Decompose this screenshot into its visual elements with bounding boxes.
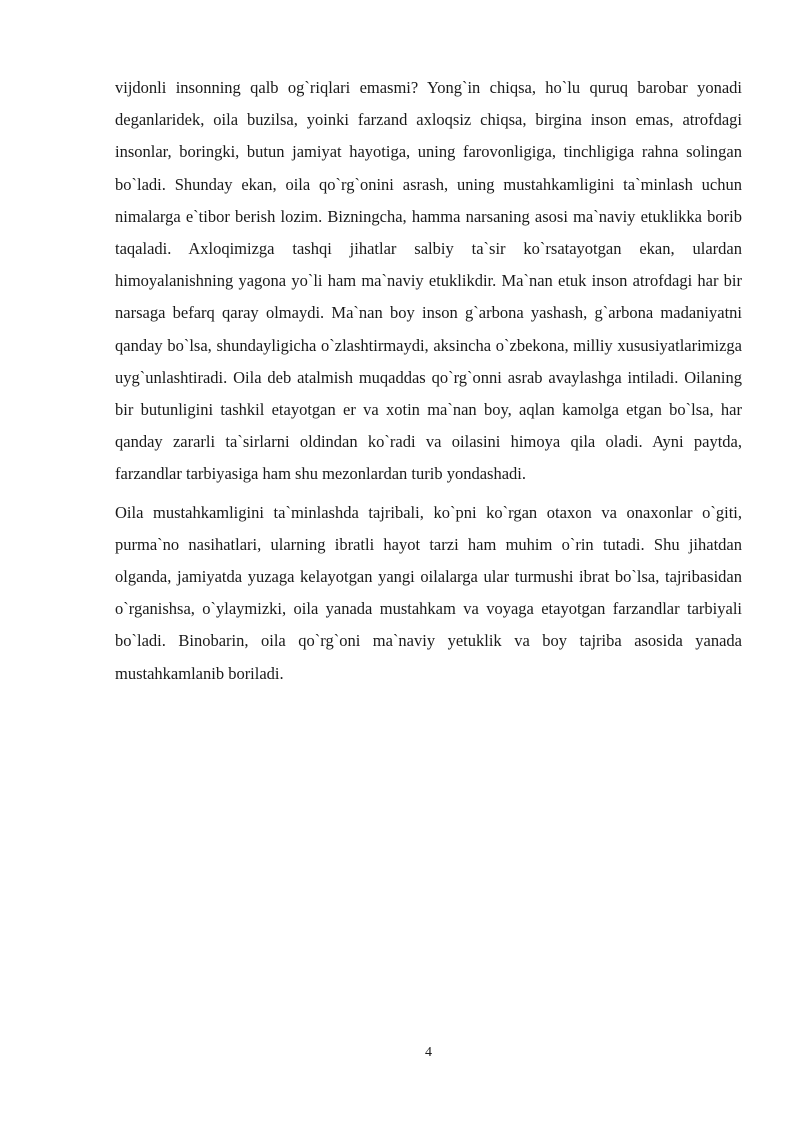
paragraph-2: Oila mustahkamligini ta`minlashda tajribali, ko`pni ko`rgan otaxon va onaxonlar o`giti, purma`no nasihatlari, ularning ibratli hayot tarzi ham muhim o`rin tutadi. Shu jihatdan olganda, jamiyatda yuzaga kelayotgan yangi oilalarga ular turmushi ibrat bo`lsa, tajribasidan o`rganishsa, o`ylaymizki, oila yanada mustahkam va voyaga etayotgan farzandlar tarbiyali bo`ladi. Binobarin, oila qo`rg`oni ma`naviy yetuklik va boy tajriba asosida yanada mustahkamlanib boriladi.: [115, 502, 742, 683]
page-number: 4: [425, 1045, 432, 1060]
body-text: [115, 72, 742, 690]
paragraph-1: vijdonli insonning qalb og`riqlari emasmi? Yong`in chiqsa, ho`lu quruq barobar yonadi deganlaridek, oila buzilsa, yoinki farzand axloqsiz chiqsa, birgina inson emas, atrofdagi insonlar, boringki, butun jamiyat hayotiga, uning farovonligiga, tinchligiga rahna solingan bo`ladi. Shunday ekan, oila qo`rg`onini asrash, uning mustahkamligini ta`minlash uchun nimalarga e`tibor berish lozim. Bizningcha, hamma narsaning asosi ma`naviy etuklikka borib taqaladi. Axloqimizga tashqi jihatlar salbiy ta`sir ko`rsatayotgan ekan, ulardan himoyalanishning yagona yo`li ham ma`naviy etuklikdir. Ma`nan etuk inson atrofdagi har bir narsaga befarq qaray olmaydi. Ma`nan boy inson g`arbona yashash, g`arbona madaniyatni qanday bo`lsa, shundayligicha o`zlashtirmaydi, aksincha o`zbekona, milliy xususiyatlarimizga uyg`unlashtiradi. Oila deb atalmish muqaddas qo`rg`onni asrab avaylashga intiladi. Oilaning bir butunligini tashkil etayotgan er va xotin ma`nan boy, aqlan kamolga etgan bo`lsa, har qanday zararli ta`sirlarni oldindan ko`radi va oilasini himoya qila oladi. Ayni paytda, farzandlar tarbiyasiga ham shu mezonlardan turib yondashadi.: [115, 78, 742, 484]
